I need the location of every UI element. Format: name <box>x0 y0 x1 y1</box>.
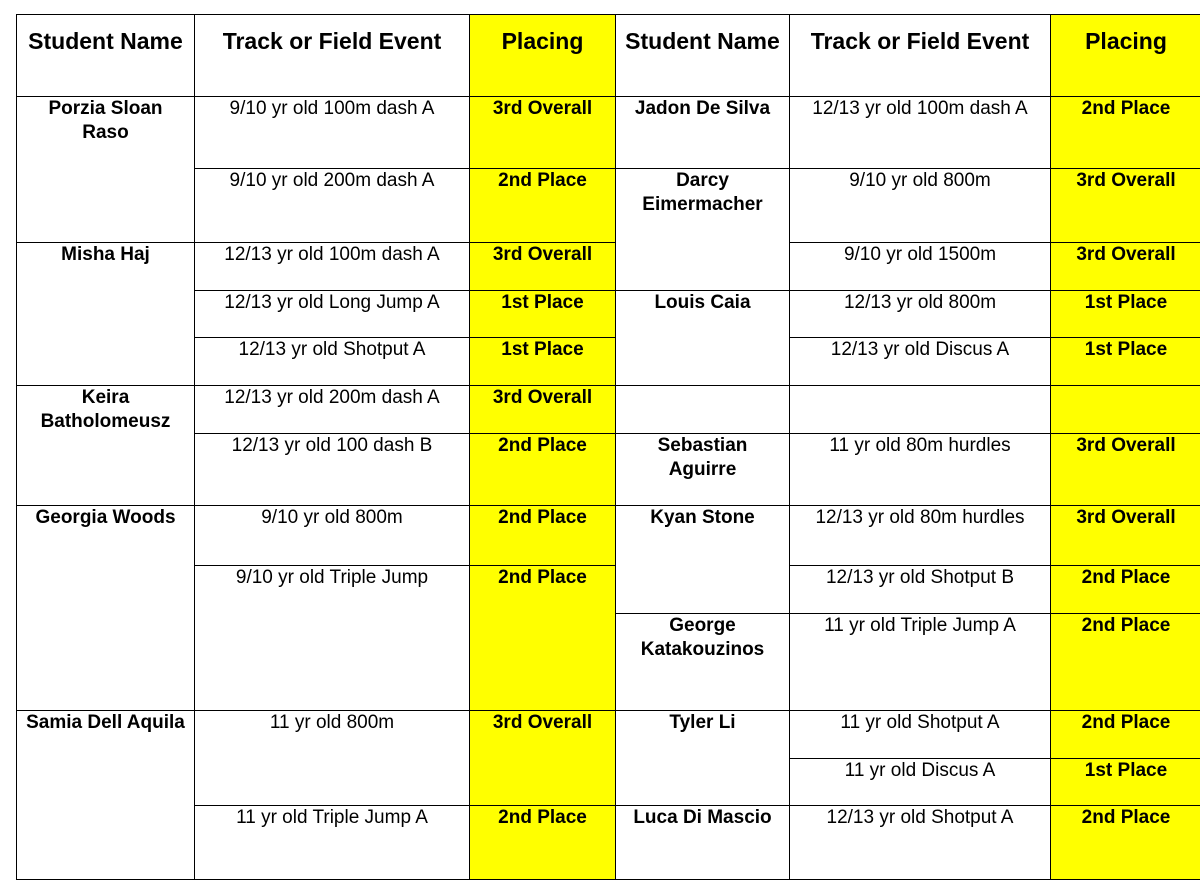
placing-cell: 2nd Place <box>1051 566 1200 614</box>
placing-cell: 3rd Overall <box>1051 506 1200 566</box>
table-row <box>17 805 1200 879</box>
event-cell: 11 yr old 80m hurdles <box>790 433 1051 505</box>
placing-cell: 3rd Overall <box>470 385 616 433</box>
placing-cell: 3rd Overall <box>1051 169 1200 242</box>
student-name: Louis Caia <box>616 290 790 385</box>
event-cell: 9/10 yr old 200m dash A <box>195 169 470 242</box>
student-name: Georgia Woods <box>17 506 195 710</box>
event-cell: 12/13 yr old Shotput A <box>195 337 470 385</box>
empty-name-cell <box>616 385 790 433</box>
event-cell: 12/13 yr old 100m dash A <box>195 242 470 290</box>
table-row <box>17 433 1200 505</box>
table-row <box>17 337 1200 385</box>
placing-cell: 3rd Overall <box>470 97 616 169</box>
placing-cell: 2nd Place <box>470 805 616 879</box>
event-cell: 12/13 yr old 100 dash B <box>195 433 470 505</box>
header-placing-right: Placing <box>1051 15 1200 97</box>
student-name: Samia Dell Aquila <box>17 710 195 879</box>
header-event-left: Track or Field Event <box>195 15 470 97</box>
header-event-right: Track or Field Event <box>790 15 1051 97</box>
student-name: Tyler Li <box>616 710 790 805</box>
student-name: Misha Haj <box>17 242 195 385</box>
student-name: Porzia Sloan Raso <box>17 97 195 242</box>
header-student-name-left: Student Name <box>17 15 195 97</box>
event-cell: 12/13 yr old 200m dash A <box>195 385 470 433</box>
event-cell: 9/10 yr old 1500m <box>790 242 1051 290</box>
student-name: Sebastian Aguirre <box>616 433 790 505</box>
empty-placing-cell <box>1051 385 1200 433</box>
event-cell: 11 yr old Discus A <box>790 758 1051 805</box>
table-row <box>17 506 1200 566</box>
placing-cell: 3rd Overall <box>1051 242 1200 290</box>
student-name: Darcy Eimermacher <box>616 169 790 290</box>
student-name: George Katakouzinos <box>616 614 790 710</box>
table-row <box>17 710 1200 758</box>
student-name: Luca Di Mascio <box>616 805 790 879</box>
event-cell: 9/10 yr old Triple Jump <box>195 566 470 710</box>
header-row <box>17 15 1200 97</box>
student-name: Jadon De Silva <box>616 97 790 169</box>
placing-cell: 2nd Place <box>470 506 616 566</box>
event-cell: 12/13 yr old 100m dash A <box>790 97 1051 169</box>
table-row <box>17 242 1200 290</box>
placing-cell: 3rd Overall <box>1051 433 1200 505</box>
placing-cell: 2nd Place <box>1051 710 1200 758</box>
table-row <box>17 169 1200 242</box>
placing-cell: 2nd Place <box>1051 614 1200 710</box>
placing-cell: 2nd Place <box>470 433 616 505</box>
table-row <box>17 97 1200 169</box>
results-table <box>16 14 1200 880</box>
placing-cell: 1st Place <box>470 337 616 385</box>
placing-cell: 2nd Place <box>470 169 616 242</box>
event-cell: 12/13 yr old Shotput A <box>790 805 1051 879</box>
event-cell: 11 yr old Shotput A <box>790 710 1051 758</box>
placing-cell: 2nd Place <box>470 566 616 710</box>
student-name: Keira Batholomeusz <box>17 385 195 505</box>
event-cell: 12/13 yr old 800m <box>790 290 1051 337</box>
event-cell: 11 yr old 800m <box>195 710 470 805</box>
student-name: Kyan Stone <box>616 506 790 614</box>
empty-event-cell <box>790 385 1051 433</box>
placing-cell: 1st Place <box>470 290 616 337</box>
table-row <box>17 385 1200 433</box>
event-cell: 9/10 yr old 100m dash A <box>195 97 470 169</box>
header-student-name-right: Student Name <box>616 15 790 97</box>
event-cell: 12/13 yr old Discus A <box>790 337 1051 385</box>
placing-cell: 1st Place <box>1051 290 1200 337</box>
event-cell: 9/10 yr old 800m <box>790 169 1051 242</box>
placing-cell: 3rd Overall <box>470 242 616 290</box>
event-cell: 12/13 yr old Long Jump A <box>195 290 470 337</box>
table-row <box>17 566 1200 614</box>
event-cell: 9/10 yr old 800m <box>195 506 470 566</box>
placing-cell: 1st Place <box>1051 758 1200 805</box>
header-placing-left: Placing <box>470 15 616 97</box>
placing-cell: 1st Place <box>1051 337 1200 385</box>
event-cell: 11 yr old Triple Jump A <box>790 614 1051 710</box>
placing-cell: 2nd Place <box>1051 805 1200 879</box>
event-cell: 12/13 yr old Shotput B <box>790 566 1051 614</box>
table-row <box>17 290 1200 337</box>
event-cell: 12/13 yr old 80m hurdles <box>790 506 1051 566</box>
event-cell: 11 yr old Triple Jump A <box>195 805 470 879</box>
placing-cell: 3rd Overall <box>470 710 616 805</box>
placing-cell: 2nd Place <box>1051 97 1200 169</box>
